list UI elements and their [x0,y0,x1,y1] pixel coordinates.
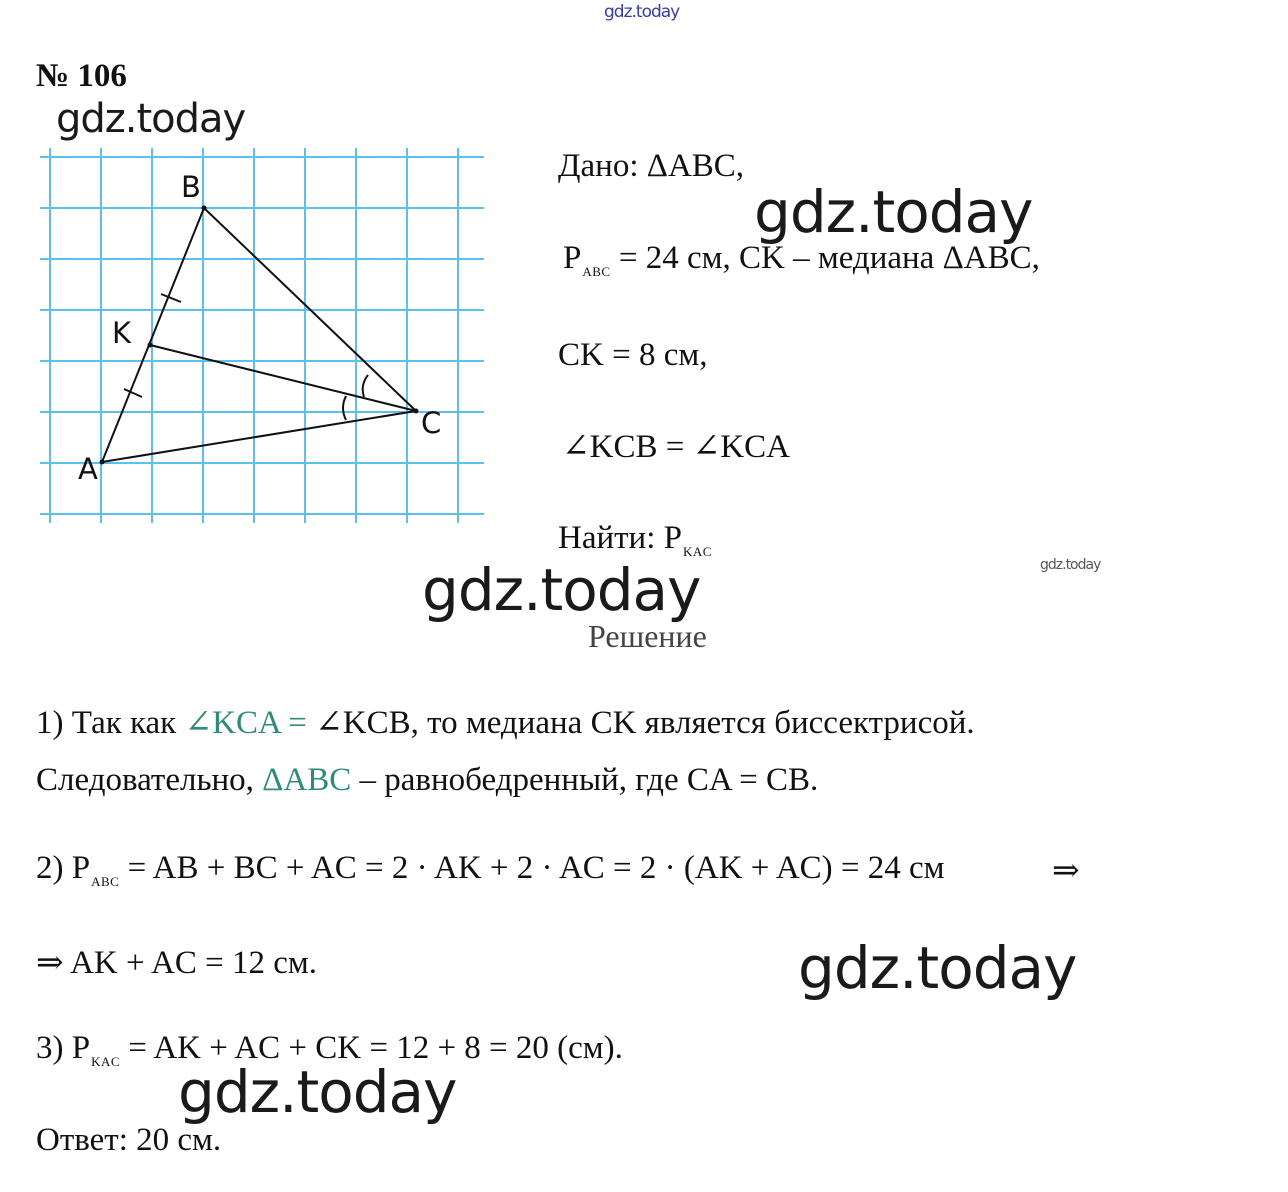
watermark-center: gdz.today [422,556,701,624]
angle-arc-kca [343,396,346,420]
step-2-text: = AB + BC + AC = 2 · AK + 2 · AC = 2 · (AK + AC) = 24 см [119,850,945,886]
step-3-subscript: KAC [91,1054,121,1069]
watermark-title: gdz.today [56,96,246,142]
given-line-2-text: = 24 см, CK – медиана ΔABC, [610,240,1040,276]
step-1-text-b: ∠KCA = [184,705,316,741]
perimeter-symbol: P [563,240,582,276]
median-ck [150,345,416,411]
answer: Ответ: 20 см. [36,1122,222,1158]
step-1-text-a: 1) Так как [36,705,185,741]
watermark-given: gdz.today [754,178,1033,246]
label-b: B [181,170,201,204]
find-label: Найти: [558,520,664,556]
label-a: A [78,452,98,486]
problem-number: № 106 [36,58,127,94]
watermark-mid-right: gdz.today [798,934,1077,1002]
step-1-line-2 [36,762,818,799]
point-a [100,460,105,465]
point-b [202,206,207,211]
solution-heading: Решение [588,618,707,654]
label-k: K [112,316,132,350]
watermark-bottom-left: gdz.today [178,1058,457,1126]
tick-mark-ka [124,389,142,397]
watermark-small-right: gdz.today [1040,557,1101,573]
given-line-1: Дано: ΔABC, [558,148,745,184]
angle-arc-kcb [363,375,368,397]
grid [40,148,484,523]
step-1-text-c: ∠KCB, то медиана CK является биссектрисой. [315,705,975,741]
step-2-prefix: 2) P [36,850,91,886]
step-1-line-2-b: ΔABC [262,762,352,798]
step-2-subscript: ABC [91,874,120,889]
step-3-text: = AK + AC + CK = 12 + 8 = 20 (см). [120,1030,623,1066]
find-line [558,520,712,557]
step-2-line-2: ⇒ AK + AC = 12 см. [36,945,318,981]
perimeter-subscript: ABC [582,264,611,279]
step-3-prefix: 3) P [36,1030,91,1066]
find-symbol: P [663,520,682,556]
step-1-line-2-a: Следовательно, [36,762,263,798]
step-2-arrow: ⇒ [1052,853,1080,889]
point-c [414,409,419,414]
point-k [148,343,153,348]
given-line-4: ∠KCB = ∠KCA [562,429,790,465]
side-ac [102,411,416,462]
step-2-line-1 [36,850,945,887]
step-1-line-2-c: – равнобедренный, где CA = CB. [351,762,819,798]
label-c: C [421,406,442,440]
given-line-2 [563,240,1040,277]
find-subscript: KAC [683,544,712,559]
step-1-line-1 [36,702,975,742]
given-line-3: CK = 8 см, [558,337,708,373]
watermark-top: gdz.today [604,2,680,22]
tick-mark-bk [161,294,181,302]
